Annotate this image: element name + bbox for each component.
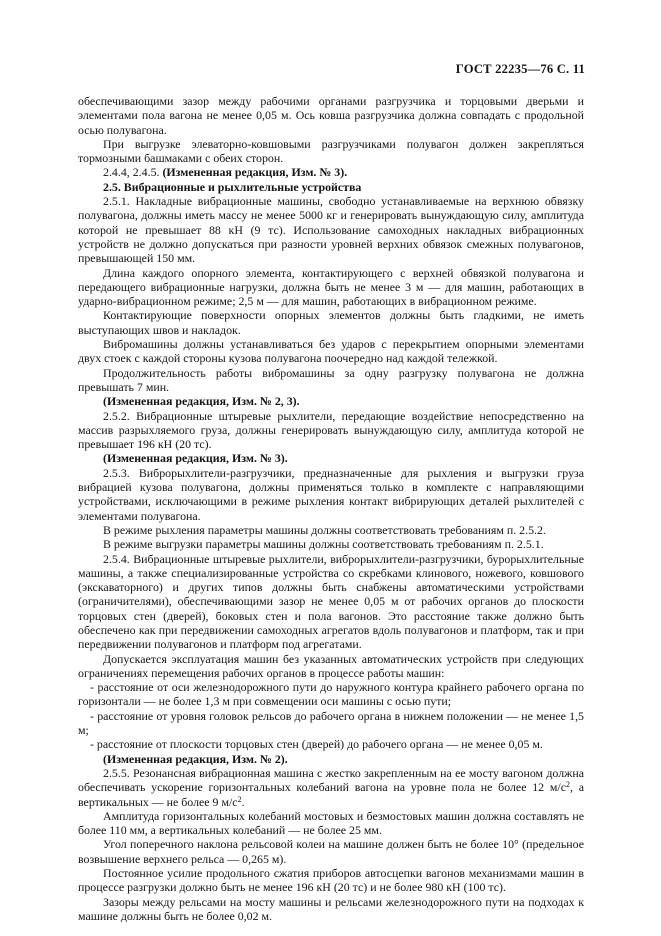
paragraph: Продолжительность работы вибромашины за одну разгрузку полувагона не должна превышать 7 мин. [78,365,584,394]
paragraph-amendment [78,165,584,179]
superscript: 2 [565,780,570,790]
paragraph: 2.5.4. Вибрационные штыревые рыхлители, виброрыхлители-разгрузчики, бурорыхлительные машины, а также специализированные устройства со скребками клинового, ножевого, ковшового (экскаваторного) и других типов должны быть снабжены автоматическими устройствами (ограничителями), обеспечивающими зазор не менее 0,05 м от рабочих органов до плоскости торцовых стен (дверей), боковых стен и пола вагонов. Это расстояние также должно быть обеспечено как при передвижении самоходных агрегатов вдоль полувагонов и платформ, так и при передвижении полувагонов и платформ под агрегатами. [78,551,584,652]
list-item: - расстояние от уровня головок рельсов до рабочего органа в нижнем положении — не менее 1,5 м; [78,708,584,738]
list-item: - расстояние от плоскости торцовых стен (дверей) до рабочего органа — не менее 0,05 м. [90,737,543,752]
text-run: . [241,794,245,809]
paragraph: При выгрузке элеваторно-ковшовыми разгрузчиками полувагон должен закрепляться тормозными башмаками с обеих сторон. [78,136,584,166]
paragraph: обеспечивающими зазор между рабочими органами разгрузчика и торцовыми дверьми и элементами пола вагона не менее 0,05 м. Ось ковша разгрузчика должна совпадать с продольной осью полувагона. [78,94,584,137]
paragraph: Амплитуда горизонтальных колебаний мостовых и безмостовых машин должна составлять не более 110 мм, а вертикальных колебаний — не более 25 мм. [78,808,584,838]
amendment-note: (Измененная редакция, Изм. № 3). [103,451,288,466]
paragraph: Вибромашины должны устанавливаться без ударов с перекрытием опорными элементами двух стоек с каждой стороны кузова полувагона поочередно над каждой тележкой. [78,337,584,366]
list-item: - расстояние от оси железнодорожного пути до наружного контура крайнего рабочего органа по горизонтали — не более 1,3 м при совмещении оси машины с осью пути; [78,680,584,709]
amendment-note: (Измененная редакция, Изм. № 3). [162,165,348,180]
paragraph: 2.5.1. Накладные вибрационные машины, свободно устанавливаемые на верхнюю обвязку полувагона, должны иметь массу не менее 5000 кг и генерировать вынуждающую силу, амплитуда которой не превышает 88 кН (9 тс). Использование самоходных накладных вибрационных устройств не должно допускаться при разности уровней верхних обвязок смежных полувагонов, превышающей 150 мм. [78,194,584,266]
paragraph: Угол поперечного наклона рельсовой колеи на машине должен быть не более 10° (предельное возвышение верхнего рельса — 0,265 м). [78,837,584,866]
superscript: 2 [237,794,242,804]
amendment-note: (Измененная редакция, Изм. № 2). [103,751,288,766]
paragraph: Длина каждого опорного элемента, контактирующего с верхней обвязкой полувагона и передающего вибрационные нагрузки, должна быть не менее 3 м — для машин, работающих в ударно-вибрационном режиме; 2,5 м — для машин, работающих в вибрационном режиме. [78,265,584,309]
paragraph: Зазоры между рельсами на мосту машины и рельсами железнодорожного пути на подходах к машине должны быть не более 0,02 м. [78,894,584,923]
paragraph: В режиме выгрузки параметры машины должны соответствовать требованиям п. 2.5.1. [103,537,544,552]
text-run: 2.5.5. Резонансная вибрационная машина с жестко закрепленным на ее мосту вагоном должна обеспечивать ускорение горизонтальных колебаний вагона на уровне пола не более 12 м/с [78,765,584,795]
paragraph: 2.5.3. Виброрыхлители-разгрузчики, предназначенные для рыхления и выгрузки груза вибрацией кузова полувагона, должны применяться только в комплекте с направляющими устройствами, исключающими в режиме рыхления контакт вибрирующих деталей рыхлителей с элементами полувагона. [78,465,584,523]
clause-numbers: 2.4.4, 2.4.5. [103,165,160,180]
page-header: ГОСТ 22235—76 С. 11 [455,62,585,76]
text-run: , а вертикальных — не более 9 м/с [78,780,584,809]
amendment-note: (Измененная редакция, Изм. № 2, 3). [103,394,300,409]
paragraph [78,766,584,809]
section-heading: 2.5. Вибрационные и рыхлительные устройства [103,179,362,194]
paragraph: В режиме рыхления параметры машины должны соответствовать требованиям п. 2.5.2. [103,522,546,537]
paragraph: Допускается эксплуатация машин без указанных автоматических устройств при следующих ограничениях перемещения рабочих органов в процессе работы машин: [78,651,584,680]
paragraph: 2.5.2. Вибрационные штыревые рыхлители, передающие воздействие непосредственно на массив разрыхляемого груза, должны генерировать вынуждающую силу, амплитуда которой не превышает 196 кН (20 тс). [78,408,584,452]
paragraph: Контактирующие поверхности опорных элементов должны быть гладкими, не иметь выступающих швов и накладок. [78,308,584,337]
document-body [78,94,584,923]
paragraph: Постоянное усилие продольного сжатия приборов автосцепки вагонов механизмами машин в процессе разгрузки должно быть не менее 196 кН (20 тс) и не более 980 кН (100 тс). [78,866,584,895]
